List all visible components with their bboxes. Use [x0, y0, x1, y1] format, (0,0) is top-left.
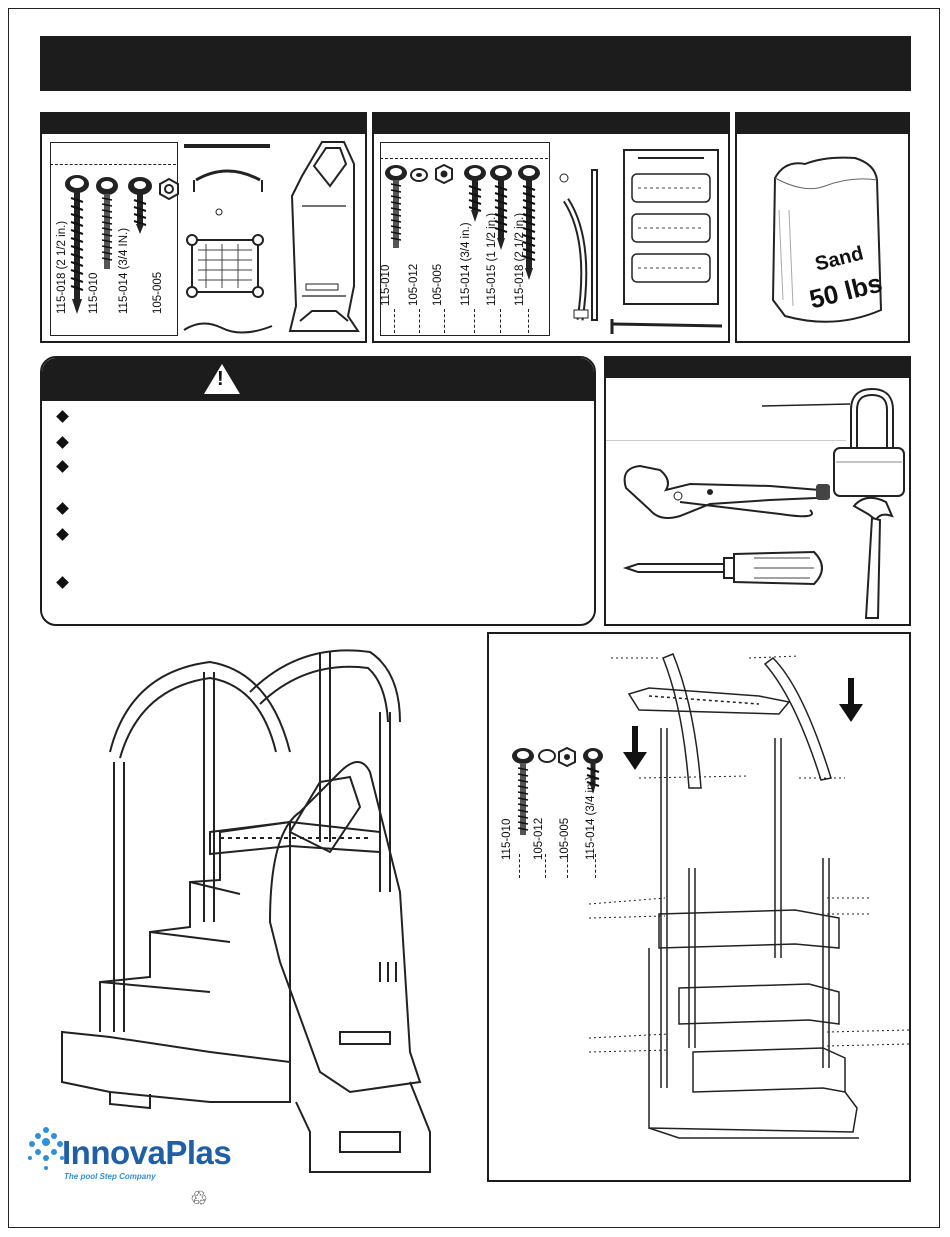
dash-line: [595, 854, 596, 878]
warning-exclamation: !: [217, 368, 224, 390]
part-label: 115-014 (3/4 IN.): [118, 227, 130, 314]
panel-header: [42, 114, 365, 134]
tools-panel: [604, 356, 911, 626]
part-label: 115-010: [501, 818, 513, 860]
part-label: 115-018 (2 1/2 in.): [514, 212, 526, 306]
sand-panel: [735, 112, 910, 343]
dash-line: [394, 309, 395, 333]
part-label: 115-015 (1 1/2 in.): [486, 212, 498, 306]
warning-bullet: [56, 410, 69, 423]
hammer-icon: [846, 492, 906, 622]
dash-line: [419, 309, 420, 333]
warning-bullet: [56, 436, 69, 449]
step-tread-drawing: [618, 144, 724, 339]
locking-pliers-icon: [620, 458, 830, 528]
cut-line: [50, 164, 176, 165]
part-label: 105-012: [408, 263, 420, 306]
warning-bullet: [56, 502, 69, 515]
part-label: 115-014 (3/4 in.): [460, 222, 472, 306]
warning-bullet: [56, 528, 69, 541]
sand-weight: 50 lbs: [806, 267, 886, 315]
panel-header: [606, 358, 909, 378]
part-label: 115-014 (3/4 in.): [585, 776, 597, 860]
part-label: 105-012: [533, 817, 545, 860]
assembled-step-illustration: [50, 632, 470, 1192]
title-bar: [40, 36, 911, 91]
panel-header: [374, 114, 728, 134]
cut-line: [380, 158, 548, 159]
exploded-step-diagram: [609, 648, 909, 1178]
assembly-panel: [487, 632, 911, 1182]
screw-icon: [95, 176, 119, 276]
sand-label: Sand: [812, 242, 866, 276]
rail-parts-drawing: [182, 140, 277, 335]
recycle-icon: ♲: [190, 1188, 208, 1210]
handrail-drawing: [552, 170, 612, 340]
dash-line: [500, 309, 501, 333]
screw-icon: [462, 164, 488, 224]
part-label: 105-005: [152, 271, 164, 314]
nut-icon: [158, 178, 180, 200]
screw-icon: [384, 164, 408, 254]
dash-line: [444, 309, 445, 333]
dash-line: [519, 854, 520, 878]
screw-icon: [126, 176, 154, 236]
brand-tagline: The pool Step Company: [64, 1172, 156, 1181]
dash-line: [474, 309, 475, 333]
hardware-panel-left: [40, 112, 367, 343]
part-label: 115-010: [380, 264, 392, 306]
step-side-panel-drawing: [282, 136, 362, 336]
part-label: 105-005: [559, 817, 571, 860]
dash-line: [528, 309, 529, 333]
innovaplas-logo-icon: [26, 1122, 66, 1172]
warning-bullet: [56, 576, 69, 589]
nut-icon: [434, 164, 454, 184]
washer-icon: [410, 166, 428, 184]
warning-box: [40, 356, 596, 626]
part-label: 115-018 (2 1/2 in.): [56, 220, 68, 314]
warning-bullet: [56, 460, 69, 473]
part-label: 105-005: [432, 263, 444, 306]
part-label: 115-010: [88, 272, 100, 314]
dash-line: [567, 854, 568, 878]
panel-header: [737, 114, 908, 134]
dash-line: [545, 854, 546, 878]
hardware-panel-middle: [372, 112, 730, 343]
warning-header: [42, 358, 594, 401]
screwdriver-icon: [624, 548, 834, 588]
brand-name: InnovaPlas: [62, 1134, 232, 1171]
